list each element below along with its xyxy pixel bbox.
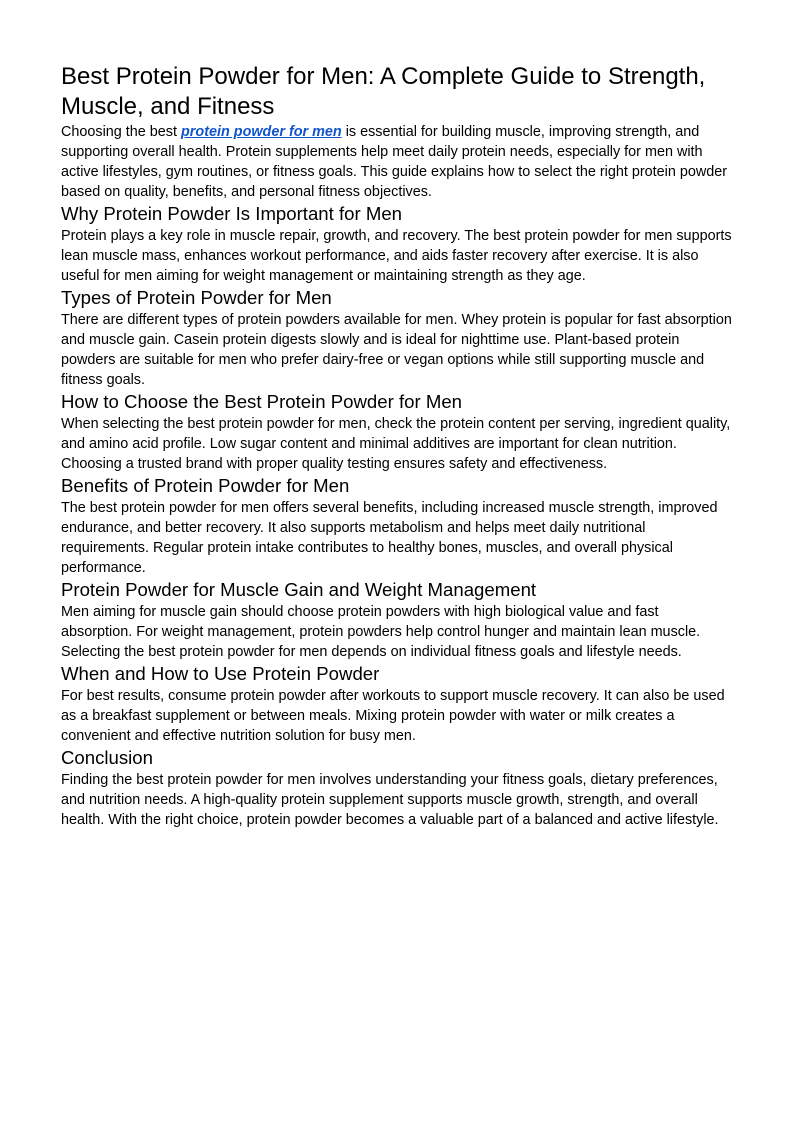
document-title: Best Protein Powder for Men: A Complete Guide to Strength, Muscle, and Fitness (61, 63, 706, 120)
section-heading-usage: When and How to Use Protein Powder (61, 663, 380, 684)
section-body-how-to-choose: When selecting the best protein powder for men, check the protein content per serving, ingredient quality, and amino acid profile. Low sugar content and minimal additives are important for clean nutrition. Choosing a trusted brand with proper quality testing ensures safety and effectiveness. (61, 416, 731, 472)
section-body-importance: Protein plays a key role in muscle repair, growth, and recovery. The best protein powder for men supports lean muscle mass, enhances workout performance, and aids faster recovery after exercise. It is also useful for men aiming for weight management or maintaining strength as they age. (61, 228, 732, 284)
section-body-muscle-gain: Men aiming for muscle gain should choose protein powders with high biological value and fast absorption. For weight management, protein powders help control hunger and maintain lean muscle. Selecting the best protein powder for men depends on individual fitness goals and lifestyle needs. (61, 604, 701, 660)
section-heading-importance: Why Protein Powder Is Important for Men (61, 203, 403, 224)
section-body-conclusion: Finding the best protein powder for men involves understanding your fitness goals, dietary preferences, and nutrition needs. A high-quality protein supplement supports muscle growth, strength, and overall health. With the right choice, protein powder becomes a valuable part of a balanced and active lifestyle. (61, 772, 719, 828)
intro-text-after-link: is essential for building muscle, improving strength, and supporting overall health. Protein supplements help meet daily protein needs, especially for men with active lifestyles, gym routines, or fitness goals. This guide explains how to select the right protein powder based on quality, benefits, and personal fitness objectives. (61, 124, 728, 200)
document-page (61, 62, 733, 830)
section-heading-benefits: Benefits of Protein Powder for Men (61, 475, 350, 496)
section-body-benefits: The best protein powder for men offers several benefits, including increased muscle strength, improved endurance, and better recovery. It also supports metabolism and helps meet daily nutritional requirements. Regular protein intake contributes to healthy bones, muscles, and overall physical performance. (61, 500, 718, 576)
section-body-types: There are different types of protein powders available for men. Whey protein is popular for fast absorption and muscle gain. Casein protein digests slowly and is ideal for nighttime use. Plant-based protein powders are suitable for men who prefer dairy-free or vegan options while still supporting muscle and fitness goals. (61, 312, 732, 388)
section-heading-conclusion: Conclusion (61, 747, 153, 768)
section-heading-how-to-choose: How to Choose the Best Protein Powder for Men (61, 391, 463, 412)
intro-paragraph (61, 122, 733, 202)
intro-text-before-link: Choosing the best (61, 124, 182, 140)
section-heading-types: Types of Protein Powder for Men (61, 287, 332, 308)
protein-powder-link[interactable]: protein powder for men (181, 124, 342, 140)
section-body-usage: For best results, consume protein powder after workouts to support muscle recovery. It can also be used as a breakfast supplement or between meals. Mixing protein powder with water or milk creates a convenient and effective nutrition solution for busy men. (61, 688, 725, 744)
section-heading-muscle-gain: Protein Powder for Muscle Gain and Weight Management (61, 579, 537, 600)
